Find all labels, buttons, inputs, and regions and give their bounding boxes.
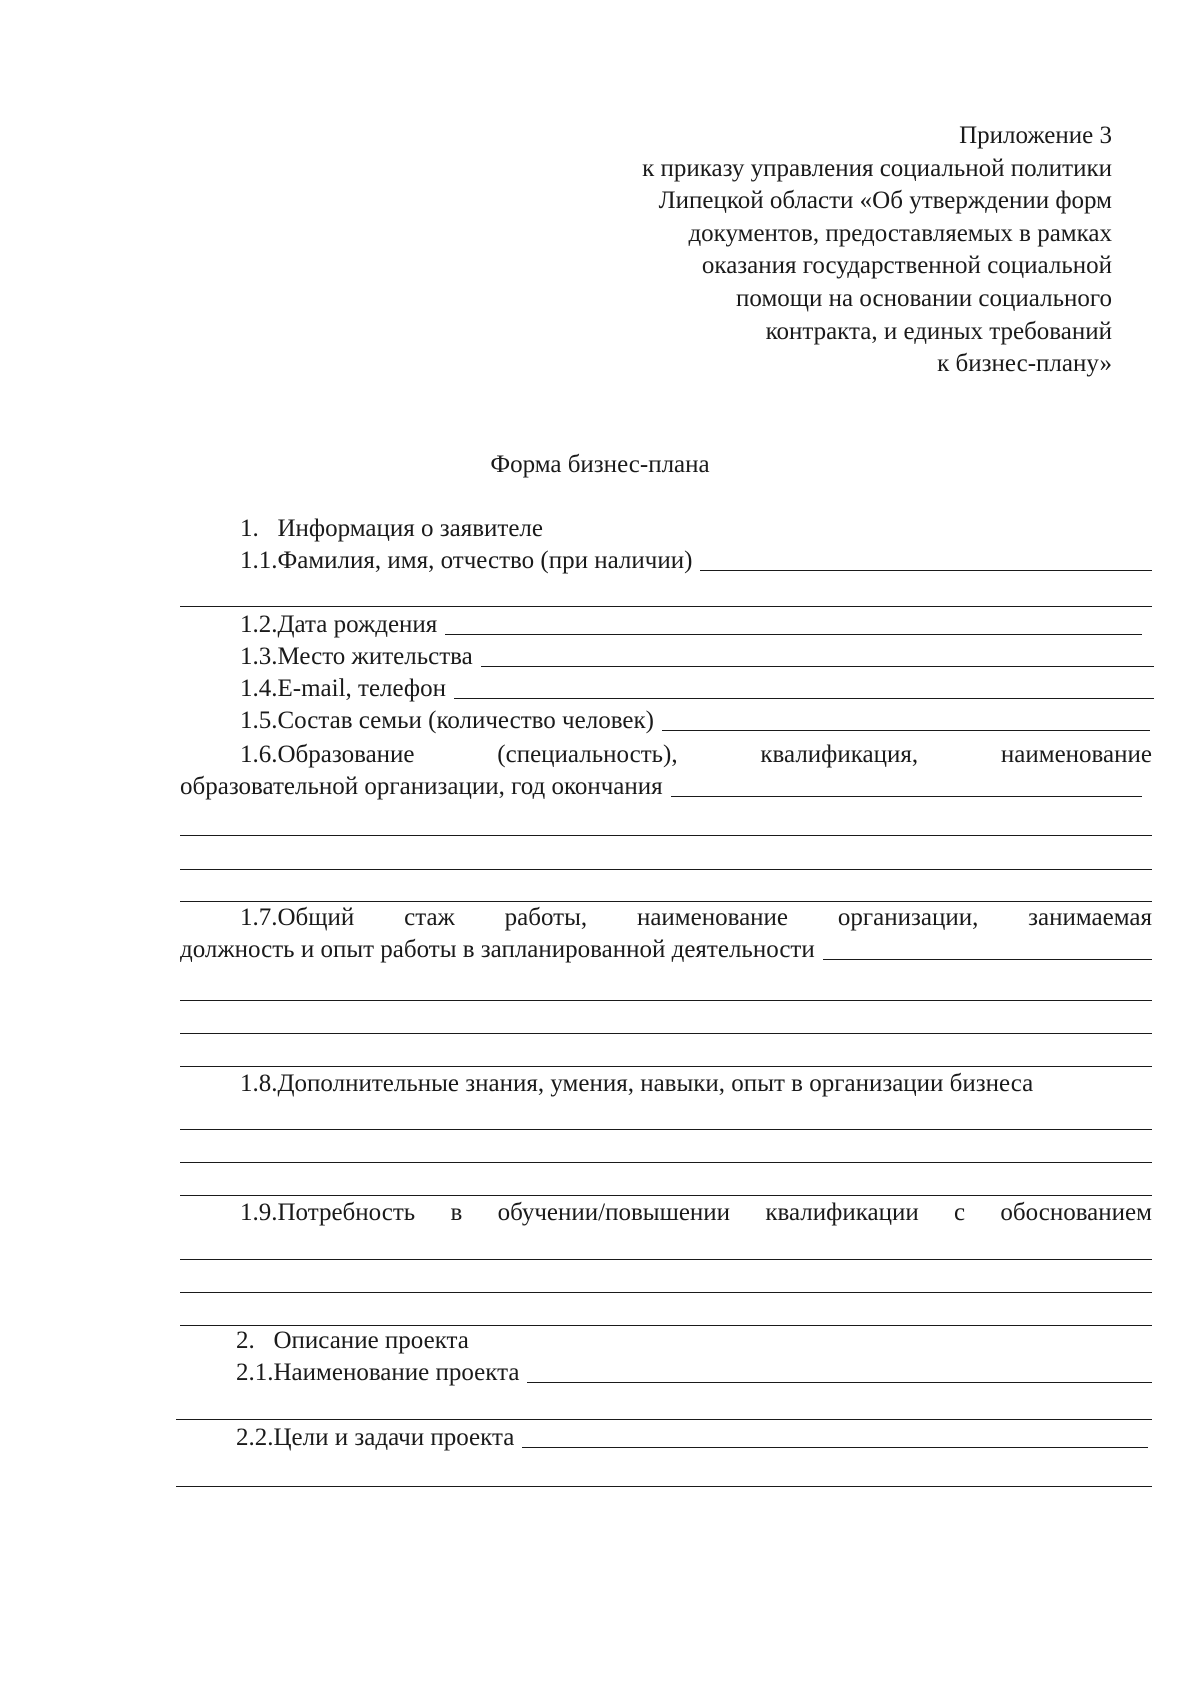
- appendix-line: контракта, и единых требований: [765, 317, 1112, 345]
- field-education-line2: [180, 771, 1142, 803]
- field-email-phone: [240, 673, 1154, 705]
- field-additional-skills: 1.8.Дополнительные знания, умения, навыки, опыт в организации бизнеса: [240, 1070, 1034, 1097]
- field-label: должность и опыт работы в запланированной деятельности: [180, 936, 815, 963]
- residence-blank[interactable]: [481, 642, 1154, 667]
- project-name-blank-line[interactable]: [176, 1419, 1152, 1420]
- field-full-name: [240, 545, 1152, 577]
- field-education-line1: [240, 739, 1152, 771]
- word: 1.6.Образование: [240, 741, 415, 768]
- appendix-line: помощи на основании социального: [736, 284, 1112, 312]
- field-label: 2.2.Цели и задачи проекта: [236, 1424, 515, 1451]
- appendix-line: документов, предоставляемых в рамках: [688, 219, 1112, 247]
- family-blank[interactable]: [662, 706, 1150, 731]
- field-label: 1.4.E-mail, телефон: [240, 675, 447, 702]
- field-label: 1.2.Дата рождения: [240, 611, 438, 638]
- word: квалификация,: [760, 741, 919, 768]
- word: наименование: [636, 904, 789, 931]
- word: обоснованием: [1000, 1199, 1152, 1226]
- appendix-line: к бизнес-плану»: [937, 350, 1112, 378]
- project-goals-blank[interactable]: [522, 1423, 1148, 1448]
- section-1-heading: 1. Информация о заявителе: [240, 515, 544, 542]
- skills-blank-line[interactable]: [180, 1195, 1152, 1196]
- word: 1.7.Общий: [240, 904, 355, 931]
- field-family: [240, 705, 1150, 737]
- full-name-blank-line[interactable]: [180, 606, 1152, 607]
- word: с: [954, 1199, 966, 1226]
- field-label: 1.1.Фамилия, имя, отчество (при наличии): [240, 547, 693, 574]
- word: работы,: [504, 904, 588, 931]
- form-title: Форма бизнес-плана: [490, 451, 710, 478]
- education-blank-line[interactable]: [180, 869, 1152, 870]
- word: квалификации: [765, 1199, 919, 1226]
- field-birth-date: [240, 609, 1142, 641]
- word: (специальность),: [497, 741, 678, 768]
- project-name-blank[interactable]: [527, 1358, 1152, 1383]
- experience-blank-line[interactable]: [180, 1000, 1152, 1001]
- experience-blank[interactable]: [823, 935, 1152, 960]
- word: наименование: [1000, 741, 1152, 768]
- skills-blank-line[interactable]: [180, 1129, 1152, 1130]
- appendix-header: [642, 120, 1112, 381]
- word: 1.9.Потребность: [240, 1199, 416, 1226]
- field-experience-line2: [180, 934, 1152, 966]
- training-blank-line[interactable]: [180, 1259, 1152, 1260]
- birth-date-blank[interactable]: [445, 610, 1142, 635]
- appendix-line: к приказу управления социальной политики: [642, 154, 1112, 182]
- word: занимаемая: [1028, 904, 1152, 931]
- experience-blank-line[interactable]: [180, 1033, 1152, 1034]
- education-blank[interactable]: [671, 772, 1142, 797]
- field-label: 2.1.Наименование проекта: [236, 1359, 520, 1386]
- field-training-need: [240, 1197, 1152, 1229]
- appendix-line: Приложение 3: [959, 122, 1112, 149]
- field-experience-line1: [240, 902, 1152, 934]
- full-name-blank[interactable]: [700, 546, 1152, 571]
- project-goals-blank-line[interactable]: [176, 1486, 1152, 1487]
- field-label: 1.5.Состав семьи (количество человек): [240, 707, 654, 734]
- field-residence: [240, 641, 1154, 673]
- section-2-heading: 2. Описание проекта: [236, 1327, 469, 1354]
- appendix-line: Липецкой области «Об утверждении форм: [658, 187, 1112, 215]
- skills-blank-line[interactable]: [180, 1162, 1152, 1163]
- education-blank-line[interactable]: [180, 835, 1152, 836]
- training-blank-line[interactable]: [180, 1292, 1152, 1293]
- appendix-line: оказания государственной социальной: [701, 252, 1112, 280]
- word: обучении/повышении: [497, 1199, 731, 1226]
- field-label: образовательной организации, год окончания: [180, 773, 663, 800]
- field-project-goals: [236, 1422, 1148, 1454]
- experience-blank-line[interactable]: [180, 1066, 1152, 1067]
- field-label: 1.3.Место жительства: [240, 643, 473, 670]
- word: стаж: [404, 904, 455, 931]
- word: в: [450, 1199, 463, 1226]
- email-phone-blank[interactable]: [454, 674, 1154, 699]
- field-project-name: [236, 1357, 1152, 1389]
- word: организации,: [837, 904, 979, 931]
